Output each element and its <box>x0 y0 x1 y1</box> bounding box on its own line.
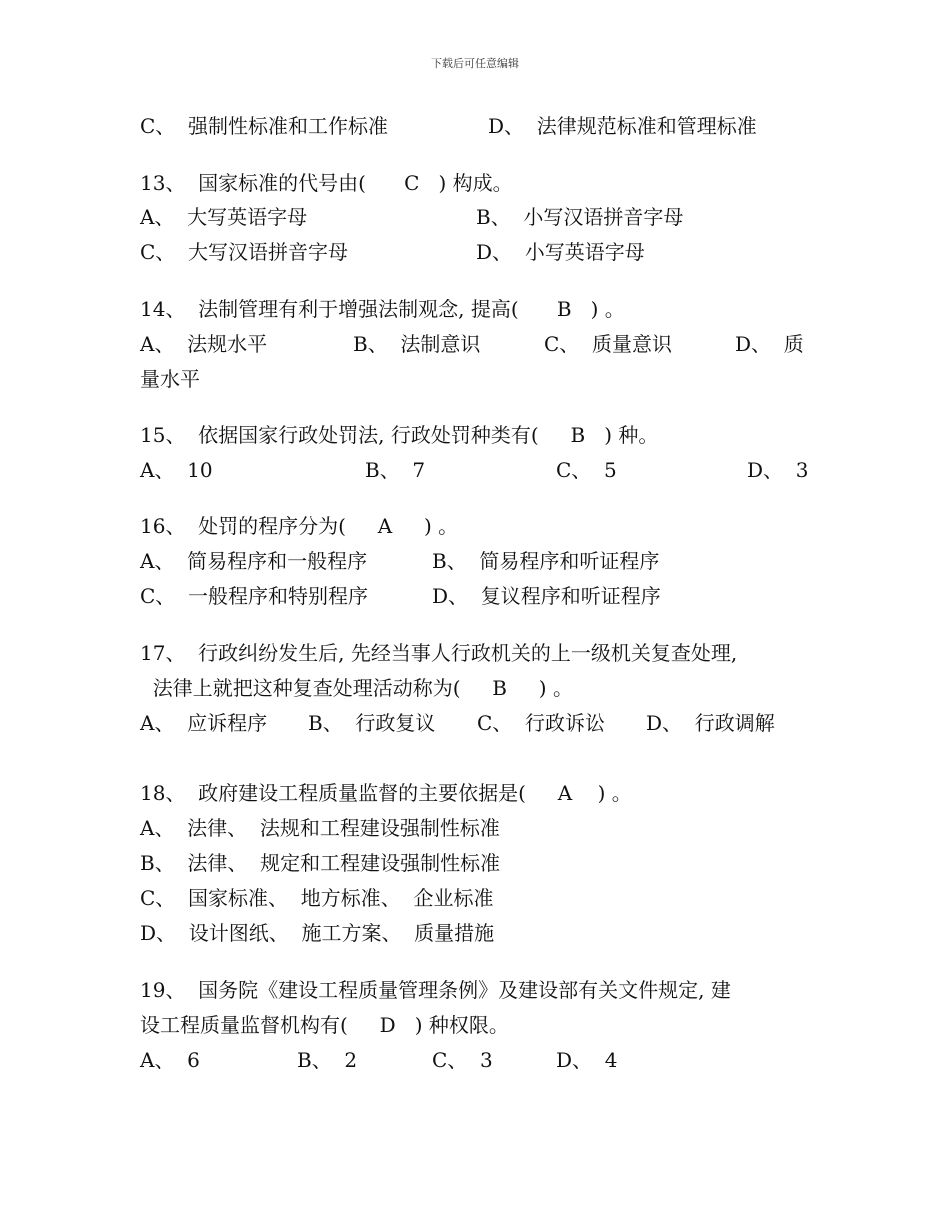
q17-option-b: B、 行政复议 <box>308 711 436 735</box>
q17-stem-line2: 法律上就把这种复查处理活动称为( B ) 。 <box>140 676 573 700</box>
q19-option-c: C、 3 <box>432 1048 493 1072</box>
q18-stem: 18、 政府建设工程质量监督的主要依据是( A ) 。 <box>140 781 632 805</box>
q19-option-b: B、 2 <box>297 1048 358 1072</box>
q18-option-b: B、 法律、 规定和工程建设强制性标准 <box>140 851 501 875</box>
q17-option-a: A、 应诉程序 <box>140 711 268 735</box>
q19-option-a: A、 6 <box>140 1048 200 1072</box>
q14-stem: 14、 法制管理有利于增强法制观念, 提高( B ) 。 <box>140 297 625 321</box>
q12-option-d: D、 法律规范标准和管理标准 <box>488 114 757 138</box>
q14-option-d: D、 质 <box>735 332 804 356</box>
q13-option-b: B、 小写汉语拼音字母 <box>476 205 684 229</box>
q16-option-d: D、 复议程序和听证程序 <box>432 584 661 608</box>
q14-option-b: B、 法制意识 <box>353 332 481 356</box>
q16-option-b: B、 简易程序和听证程序 <box>432 549 660 573</box>
page-header: 下载后可任意编辑 <box>431 57 519 70</box>
q18-option-d: D、 设计图纸、 施工方案、 质量措施 <box>140 921 495 945</box>
q15-option-c: C、 5 <box>556 458 617 482</box>
q13-stem: 13、 国家标准的代号由( C ) 构成。 <box>140 171 513 195</box>
q16-stem: 16、 处罚的程序分为( A ) 。 <box>140 514 459 538</box>
q19-stem-line2: 设工程质量监督机构有( D ) 种权限。 <box>140 1013 509 1037</box>
q14-option-d-wrap: 量水平 <box>140 367 200 391</box>
q12-option-c: C、 强制性标准和工作标准 <box>140 114 389 138</box>
q14-option-c: C、 质量意识 <box>544 332 673 356</box>
q13-option-a: A、 大写英语字母 <box>140 205 308 229</box>
q14-option-a: A、 法规水平 <box>140 332 268 356</box>
q15-option-d: D、 3 <box>747 458 809 482</box>
q13-option-d: D、 小写英语字母 <box>476 240 645 264</box>
q17-option-c: C、 行政诉讼 <box>477 711 606 735</box>
q16-option-a: A、 简易程序和一般程序 <box>140 549 368 573</box>
q18-option-a: A、 法律、 法规和工程建设强制性标准 <box>140 816 500 840</box>
q13-option-c: C、 大写汉语拼音字母 <box>140 240 349 264</box>
q17-option-d: D、 行政调解 <box>646 711 775 735</box>
q15-option-b: B、 7 <box>365 458 426 482</box>
q17-stem-line1: 17、 行政纠纷发生后, 先经当事人行政机关的上一级机关复查处理, <box>140 641 738 665</box>
q19-stem-line1: 19、 国务院《建设工程质量管理条例》及建设部有关文件规定, 建 <box>140 978 731 1002</box>
q18-option-c: C、 国家标准、 地方标准、 企业标准 <box>140 886 494 910</box>
q16-option-c: C、 一般程序和特别程序 <box>140 584 369 608</box>
q15-stem: 15、 依据国家行政处罚法, 行政处罚种类有( B ) 种。 <box>140 423 659 447</box>
q15-option-a: A、 10 <box>140 458 213 482</box>
q19-option-d: D、 4 <box>556 1048 618 1072</box>
